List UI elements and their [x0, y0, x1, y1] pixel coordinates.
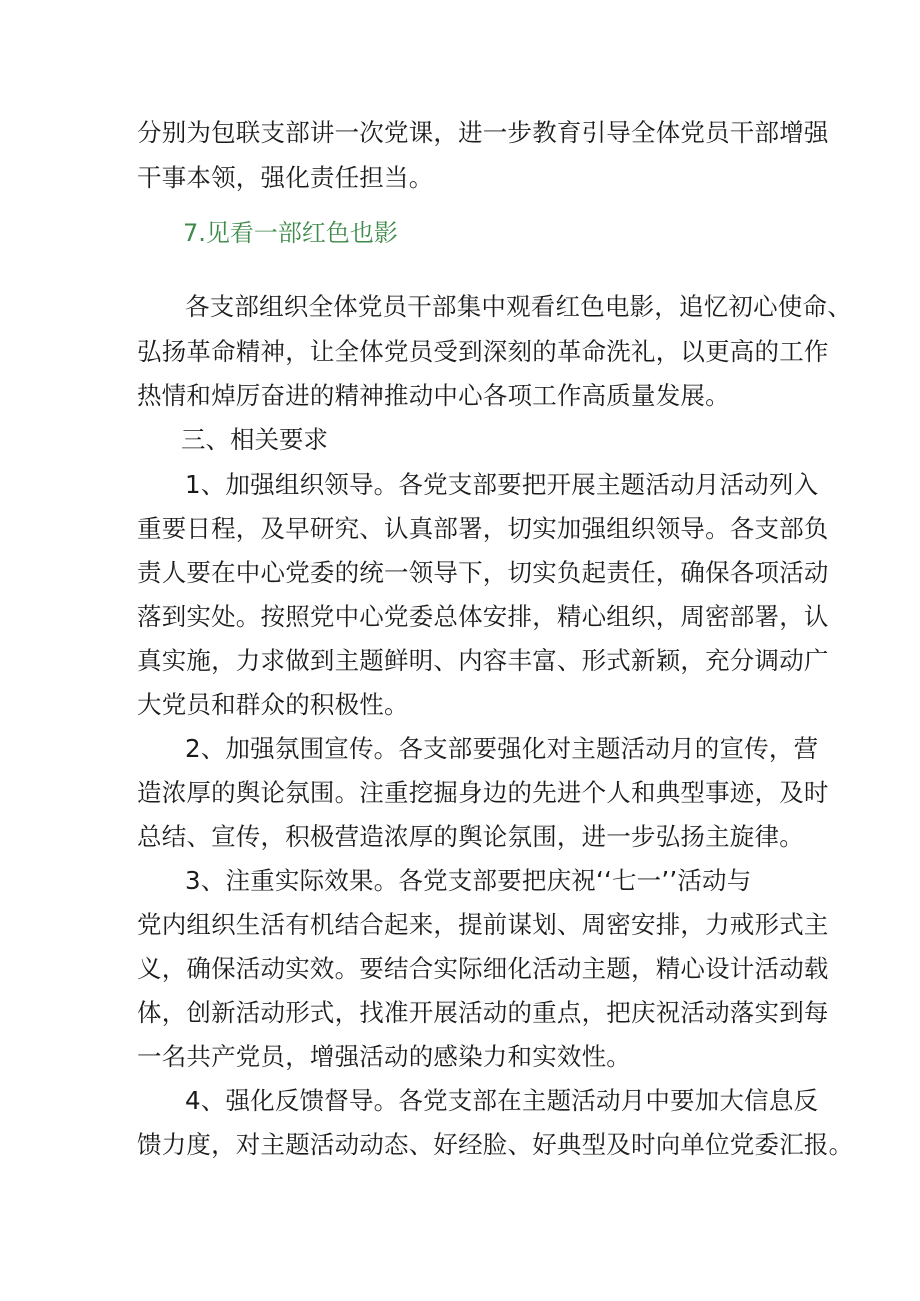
paragraph-line: 总结、宣传，积极营造浓厚的舆论氛围，进一步弘扬主旋律。 [137, 822, 804, 851]
paragraph-line: 重要日程，及早研究、认真部署，切实加强组织领导。各支部负 [137, 514, 829, 543]
paragraph-line: 分别为包联支部讲一次党课，进一步教育引导全体党员干部增强 [137, 118, 829, 147]
paragraph-line: 各支部组织全体党员干部集中观看红色电影，追忆初心使命、 [185, 292, 852, 321]
paragraph-line: 2、加强氛围宣传。各支部要强化对主题活动月的宣传，营 [185, 734, 819, 763]
paragraph-line: 4、强化反馈督导。各党支部在主题活动月中要加大信息反 [185, 1086, 819, 1115]
paragraph-line: 造浓厚的舆论氛围。注重挖掘身边的先进个人和典型事迹，及时 [137, 778, 829, 807]
paragraph-line: 1、加强组织领导。各党支部要把开展主题活动月活动列入 [185, 470, 819, 499]
paragraph-line: 大党员和群众的积极性。 [137, 690, 409, 719]
paragraph-line: 义，确保活动实效。要结合实际细化活动主题，精心设计活动载 [137, 954, 829, 983]
paragraph-line: 落到实处。按照党中心党委总体安排，精心组织，周密部署，认 [137, 602, 829, 631]
paragraph-line: 体，创新活动形式，找准开展活动的重点，把庆祝活动落实到每 [137, 998, 829, 1027]
paragraph-line: 弘扬革命精神，让全体党员受到深刻的革命洗礼，以更高的工作 [137, 337, 829, 366]
paragraph-line: 热情和焯厉奋进的精神推动中心各项工作高质量发展。 [137, 381, 730, 410]
item-heading: 7.见看一部红色也影 [183, 219, 398, 247]
paragraph-line: 馈力度，对主题活动动态、好经脸、好典型及时向单位党委汇报。 [137, 1130, 854, 1159]
paragraph-line: 真实施，力求做到主题鲜明、内容丰富、形式新颖，充分调动广 [137, 646, 829, 675]
paragraph-line: 一名共产党员，增强活动的感染力和实效性。 [137, 1042, 631, 1071]
section-heading: 三、相关要求 [181, 425, 328, 454]
paragraph-line: 党内组织生活有机结合起来，提前谋划、周密安排，力戒形式主 [137, 910, 829, 939]
paragraph-line: 3、注重实际效果。各党支部要把庆祝‘‘七一’’活动与 [185, 866, 752, 895]
paragraph-line: 责人要在中心党委的统一领导下，切实负起责任，确保各项活动 [137, 558, 829, 587]
paragraph-line: 干事本领，强化责任担当。 [137, 163, 434, 192]
